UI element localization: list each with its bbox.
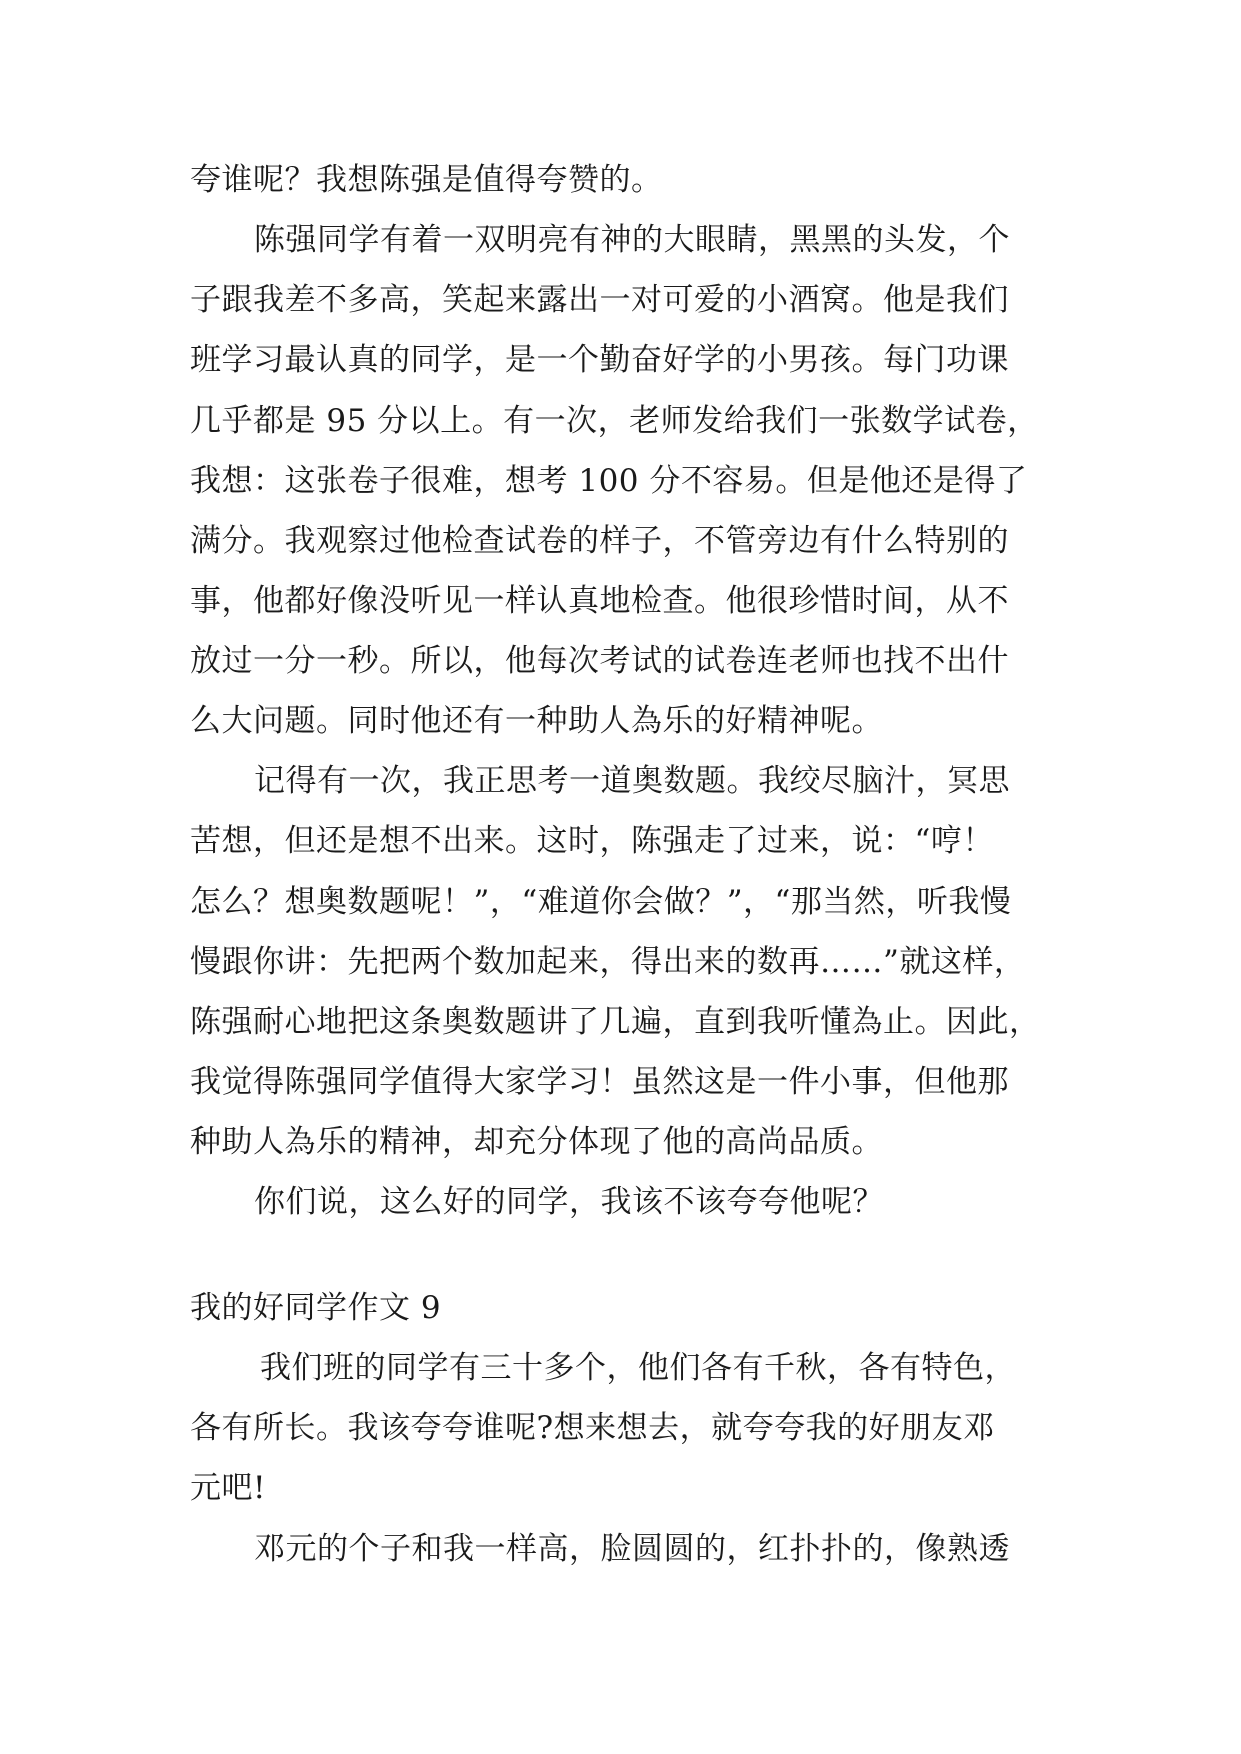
paragraph-line: 邓元的个子和我一样高，脸圆圆的，红扑扑的，像熟透 bbox=[254, 1531, 1010, 1567]
paragraph-line: 夸谁呢？我想陈强是值得夸赞的。 bbox=[190, 162, 663, 198]
paragraph-line: 你们说，这么好的同学，我该不该夸夸他呢？ bbox=[254, 1184, 884, 1220]
paragraph-line: 种助人為乐的精神，却充分体现了他的高尚品质。 bbox=[190, 1124, 883, 1160]
paragraph-line: 我们班的同学有三十多个，他们各有千秋，各有特色， bbox=[260, 1350, 1016, 1386]
paragraph-line: 怎么？想奥数题呢！”，“难道你会做？”，“那当然，听我慢 bbox=[190, 884, 1012, 920]
paragraph-line: 元吧! bbox=[190, 1470, 266, 1506]
paragraph-line: 慢跟你讲：先把两个数加起来，得出来的数再……”就这样， bbox=[190, 944, 1026, 980]
paragraph-line: 满分。我观察过他检查试卷的样子，不管旁边有什么特别的 bbox=[190, 523, 1009, 559]
paragraph-line: 我觉得陈强同学值得大家学习！虽然这是一件小事，但他那 bbox=[190, 1064, 1009, 1100]
paragraph-line: 各有所长。我该夸夸谁呢?想来想去，就夸夸我的好朋友邓 bbox=[190, 1410, 995, 1446]
paragraph-line: 事，他都好像没听见一样认真地检查。他很珍惜时间，从不 bbox=[190, 583, 1009, 619]
paragraph-line: 苦想，但还是想不出来。这时，陈强走了过来，说：“哼！ bbox=[190, 823, 994, 859]
paragraph-line: 陈强同学有着一双明亮有神的大眼睛，黑黑的头发，个 bbox=[254, 222, 1010, 258]
paragraph-line: 几乎都是 95 分以上。有一次，老师发给我们一张数学试卷， bbox=[190, 403, 1039, 439]
paragraph-line: 我想：这张卷子很难，想考 100 分不容易。但是他还是得了 bbox=[190, 463, 1028, 499]
paragraph-line: 记得有一次，我正思考一道奥数题。我绞尽脑汁，冥思 bbox=[254, 763, 1010, 799]
paragraph-line: 么大问题。同时他还有一种助人為乐的好精神呢。 bbox=[190, 703, 883, 739]
paragraph-line: 陈强耐心地把这条奥数题讲了几遍，直到我听懂為止。因此， bbox=[190, 1004, 1041, 1040]
paragraph-line: 放过一分一秒。所以，他每次考试的试卷连老师也找不出什 bbox=[190, 643, 1009, 679]
paragraph-line: 子跟我差不多高，笑起来露出一对可爱的小酒窝。他是我们 bbox=[190, 282, 1009, 318]
section-heading: 我的好同学作文 9 bbox=[190, 1290, 442, 1326]
paragraph-line: 班学习最认真的同学，是一个勤奋好学的小男孩。每门功课 bbox=[190, 342, 1009, 378]
